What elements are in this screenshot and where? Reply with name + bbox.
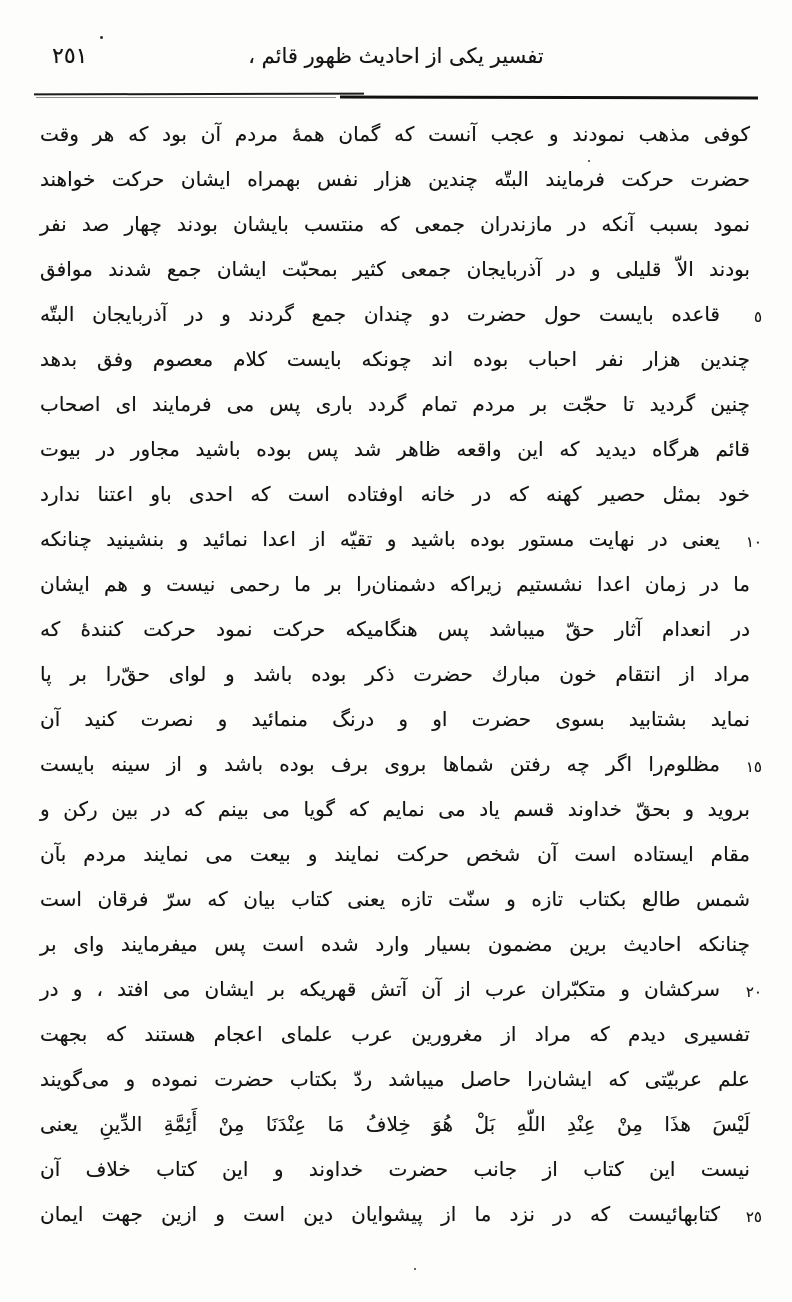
line-text: خود بمثل حصير كهنه كه در خانه اوفتاده است كه احدى باو اعتنا ندارد (40, 482, 750, 506)
line-text: برويد و بحقّ خداوند قسم ياد مى نمايم كه گويا مى بينم كه در بين ركن و (40, 797, 750, 821)
line-text: مظلوم‌را اگر چه رفتن شماها بروى برف بوده باشد و از سينه بايست (40, 752, 720, 776)
line-text: لَيْسَ هذَا مِنْ عِنْدِ اللّهِ بَلْ هُوَ خِلافُ مَا عِنْدَنَا مِنْ أَئِمَّةِ الدِّينِ يعنى (40, 1112, 750, 1136)
line-text: ما در زمان اعدا نشستيم زيراكه دشمنان‌را بر ما رحمى نيست و هم ايشان (40, 572, 750, 596)
margin-line-number: ٢٠ (745, 983, 762, 1001)
text-line (40, 967, 762, 1012)
text-line (40, 337, 750, 382)
text-line (40, 877, 750, 922)
line-text: چندين هزار نفر احباب بوده اند چونكه بايست كلام معصوم وفق بدهد (40, 347, 750, 371)
line-text: تفسيرى ديدم كه مراد از مغرورين عرب علماى اعجام هستند كه بجهت (40, 1022, 750, 1046)
text-line (40, 157, 750, 202)
line-text: نمود بسبب آنكه در مازندران جمعى كه منتسب بايشان بودند چهار صد نفر (40, 212, 750, 236)
text-line (40, 652, 750, 697)
text-line (40, 607, 750, 652)
line-text: نيست اين كتاب از جانب حضرت خداوند و اين كتاب خلاف آن (40, 1157, 750, 1181)
header-rule-right-segment (340, 96, 758, 100)
margin-line-number: ٢٥ (745, 1208, 762, 1226)
line-text: در انعدام آثار حقّ ميباشد پس هنگاميكه حركت نمود حركت كنندۀ كه (40, 617, 750, 641)
text-line (40, 517, 762, 562)
line-text: نمايد بشتابيد بسوى حضرت او و درنگ منمائيد و نصرت كنيد آن (40, 707, 750, 731)
text-line (40, 1012, 750, 1057)
margin-line-number: ١٥ (745, 758, 762, 776)
scan-speck (588, 160, 590, 162)
text-line (40, 1102, 750, 1147)
line-text: علم عربيّتى كه ايشان‌را حاصل ميباشد ردّ بكتاب حضرت نموده و مى‌گويند (40, 1067, 750, 1091)
text-line (40, 787, 750, 832)
text-line (40, 922, 750, 967)
line-text: بودند الاّ قليلى و در آذربايجان جمعى كثير بمحبّت ايشان جمع شدند موافق (40, 257, 750, 281)
text-line (40, 292, 762, 337)
text-line (40, 562, 750, 607)
margin-line-number: ٥ (753, 308, 762, 326)
text-line (40, 427, 750, 472)
text-line (40, 1192, 762, 1237)
scan-speck (100, 36, 103, 39)
text-line (40, 202, 750, 247)
text-line (40, 697, 750, 742)
page-number: ٢٥١ (52, 44, 88, 69)
margin-line-number: ١٠ (745, 533, 762, 551)
line-text: قائم هرگاه ديديد كه اين واقعه ظاهر شد پس بوده باشيد مجاور در بيوت (40, 437, 750, 461)
text-line (40, 247, 750, 292)
line-text: قاعده بايست حول حضرت دو چندان جمع گردند و در آذربايجان البتّه (40, 302, 720, 326)
page-header (0, 0, 792, 92)
line-text: كوفى مذهب نمودند و عجب آنست كه گمان همهٔ مردم آن بود كه هر وقت (40, 122, 750, 146)
text-line (40, 1057, 750, 1102)
line-text: مراد از انتقام خون مبارك حضرت ذكر بوده باشد و لواى حقّ‌را بر پا (40, 662, 750, 686)
scan-speck (414, 1268, 416, 1270)
line-text: كتابهائيست كه در نزد ما از پيشوايان دين است و ازين جهت ايمان (40, 1202, 720, 1226)
text-line (40, 742, 762, 787)
running-title: تفسير يكى از احاديث ظهور قائم ، (248, 44, 544, 68)
text-line (40, 832, 750, 877)
line-text: يعنى در نهايت مستور بوده باشيد و تقيّه از اعدا نمائيد و بنشينيد چنانكه (40, 527, 720, 551)
header-rule-shadow (36, 97, 336, 98)
text-line (40, 472, 750, 517)
line-text: حضرت حركت فرمايند البتّه چندين هزار نفس بهمراه ايشان حركت خواهند (40, 167, 750, 191)
header-rule (0, 93, 792, 101)
line-text: مقام ايستاده است آن شخص حركت نمايند و بيعت مى نمايند مردم بآن (40, 842, 750, 866)
page-body-text (40, 112, 762, 1237)
line-text: شمس طالع بكتاب تازه و سنّت تازه يعنى كتاب بيان كه سرّ فرقان است (40, 887, 750, 911)
line-text: چنانكه احاديث برين مضمون بسيار وارد شده است پس ميفرمايند واى بر (40, 932, 750, 956)
line-text: چنين گرديد تا حجّت بر مردم تمام گردد بارى پس مى فرمايند اى اصحاب (40, 392, 750, 416)
header-rule-left-segment (34, 93, 364, 96)
text-line (40, 112, 750, 157)
text-line (40, 1147, 750, 1192)
text-line (40, 382, 750, 427)
line-text: سركشان و متكبّران عرب از آن آتش قهريكه بر ايشان مى افتد ، و در (40, 977, 720, 1001)
